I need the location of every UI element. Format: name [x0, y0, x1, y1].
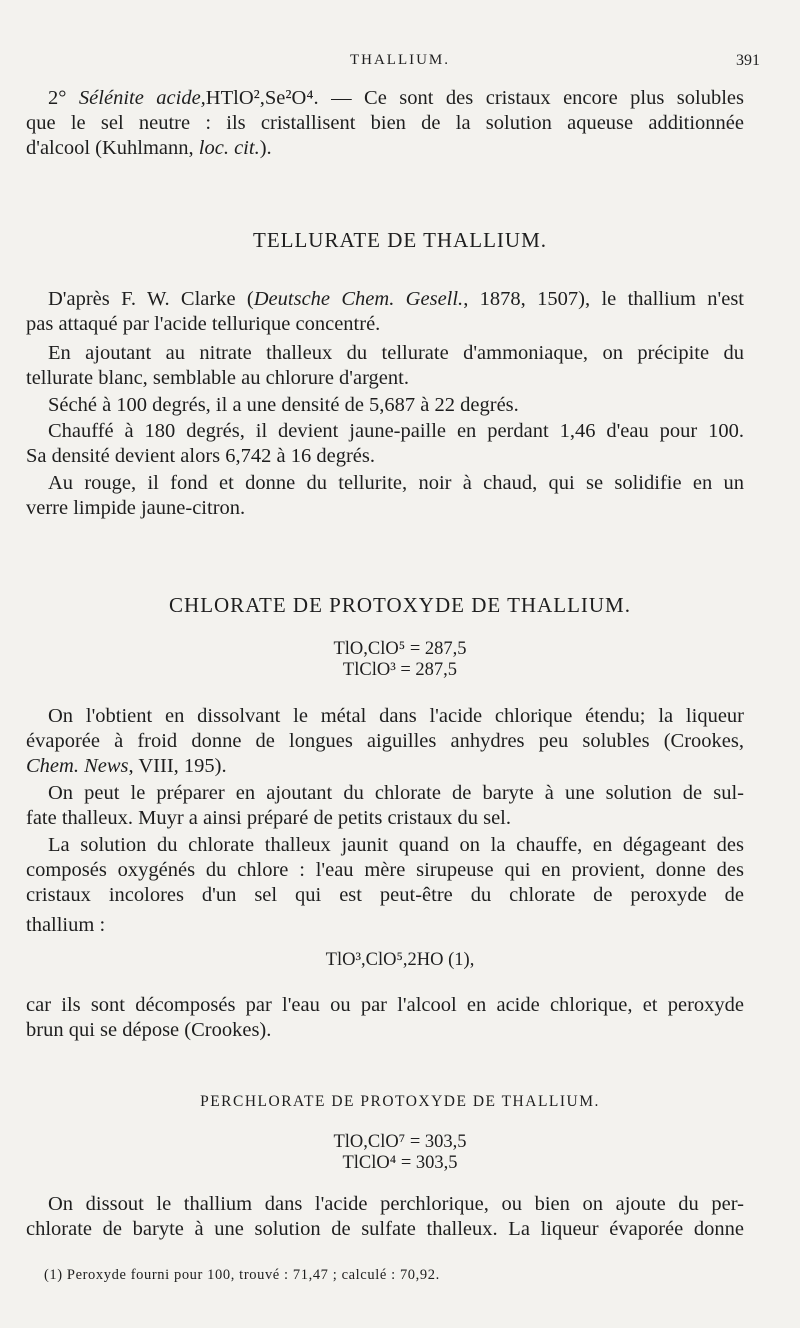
text-line: La solution du chlorate thalleux jaunit quand on la chauffe, en dégageant des	[48, 834, 744, 856]
tellurate-paragraph-3	[26, 393, 744, 418]
formula-line: TlO,ClO⁷ = 303,5	[333, 1132, 467, 1152]
text-line: thallium :	[26, 914, 106, 936]
text-line: Chauffé à 180 degrés, il devient jaune-paille en perdant 1,46 d'eau pour 100.	[48, 420, 744, 442]
item-number: 2°	[48, 87, 67, 109]
text-line: que le sel neutre : ils cristallisent bien de la solution aqueuse additionnée	[26, 112, 744, 134]
text-line: On l'obtient en dissolvant le métal dans l'acide chlorique étendu; la liqueur	[48, 705, 744, 727]
section-heading-chlorate: CHLORATE DE PROTOXYDE DE THALLIUM.	[169, 593, 631, 617]
text-line: pas attaqué par l'acide tellurique concentré.	[26, 313, 381, 335]
citation: Chem. News	[26, 755, 129, 777]
text-line: Sa densité devient alors 6,742 à 16 degrés.	[26, 445, 375, 467]
text-span: HTlO²,Se²O⁴. — Ce sont des cristaux encore plus solubles	[205, 87, 744, 109]
compound-name: Sélénite acide,	[78, 87, 206, 109]
chlorate-paragraph-2	[26, 781, 744, 831]
text-line: chlorate de baryte à une solution de sulfate thalleux. La liqueur évaporée donne	[26, 1218, 744, 1240]
text-line	[26, 86, 744, 111]
text-line: Au rouge, il fond et donne du tellurite, noir à chaud, qui se solidifie en un	[48, 472, 744, 494]
formula-line: TlClO³ = 287,5	[342, 660, 458, 680]
tellurate-paragraph-4	[26, 419, 744, 469]
section-heading-perchlorate: PERCHLORATE DE PROTOXYDE DE THALLIUM.	[200, 1093, 600, 1110]
text-line: cristaux incolores d'un sel qui est peut-être du chlorate de peroxyde de	[26, 884, 744, 906]
text-line: brun qui se dépose (Crookes).	[26, 1019, 272, 1041]
chlorate-paragraph-1	[26, 704, 744, 779]
formula-line: TlClO⁴ = 303,5	[342, 1153, 458, 1173]
text-line	[26, 287, 744, 312]
text-span: , 1878, 1507), le thallium n'est	[463, 288, 744, 310]
tellurate-paragraph-5	[26, 471, 744, 521]
text-line	[26, 136, 744, 161]
text-span: , VIII, 195).	[128, 755, 227, 777]
formula-line: TlO³,ClO⁵,2HO (1),	[325, 950, 475, 970]
text-line	[26, 754, 744, 779]
tellurate-paragraph-2	[26, 341, 744, 391]
footnote: (1) Peroxyde fourni pour 100, trouvé : 71,47 ; calculé : 70,92.	[44, 1267, 440, 1283]
text-line: verre limpide jaune-citron.	[26, 497, 246, 519]
text-line: fate thalleux. Muyr a ainsi préparé de petits cristaux du sel.	[26, 807, 512, 829]
chlorate-paragraph-4	[26, 993, 744, 1043]
chlorate-paragraph-3	[26, 833, 744, 938]
text-line: Séché à 100 degrés, il a une densité de 5,687 à 22 degrés.	[48, 394, 519, 416]
text-line: On peut le préparer en ajoutant du chlorate de baryte à une solution de sul-	[48, 782, 744, 804]
citation: Deutsche Chem. Gesell.	[253, 288, 464, 310]
text-line: car ils sont décomposés par l'eau ou par l'alcool en acide chlorique, et peroxyde	[26, 994, 744, 1016]
perchlorate-paragraph-1	[26, 1192, 744, 1242]
text-span: d'alcool (Kuhlmann,	[26, 137, 194, 159]
section-heading-tellurate: TELLURATE DE THALLIUM.	[253, 228, 547, 252]
selenite-paragraph	[26, 86, 744, 161]
text-line: tellurate blanc, semblable au chlorure d'argent.	[26, 367, 409, 389]
page-number: 391	[736, 52, 760, 69]
text-line: évaporée à froid donne de longues aiguilles anhydres peu solubles (Crookes,	[26, 730, 744, 752]
tellurate-paragraph-1	[26, 287, 744, 337]
text-line: composés oxygénés du chlore : l'eau mère sirupeuse qui en provient, donne des	[26, 859, 744, 881]
text-span: ).	[259, 137, 272, 159]
text-line: On dissout le thallium dans l'acide perchlorique, ou bien on ajoute du per-	[48, 1193, 744, 1215]
page-header	[0, 52, 800, 76]
running-title: THALLIUM.	[349, 52, 451, 68]
formula-line: TlO,ClO⁵ = 287,5	[333, 639, 467, 659]
citation: loc. cit.	[198, 137, 260, 159]
text-span: D'après F. W. Clarke (	[48, 288, 254, 310]
text-line: En ajoutant au nitrate thalleux du tellurate d'ammoniaque, on précipite du	[48, 342, 744, 364]
